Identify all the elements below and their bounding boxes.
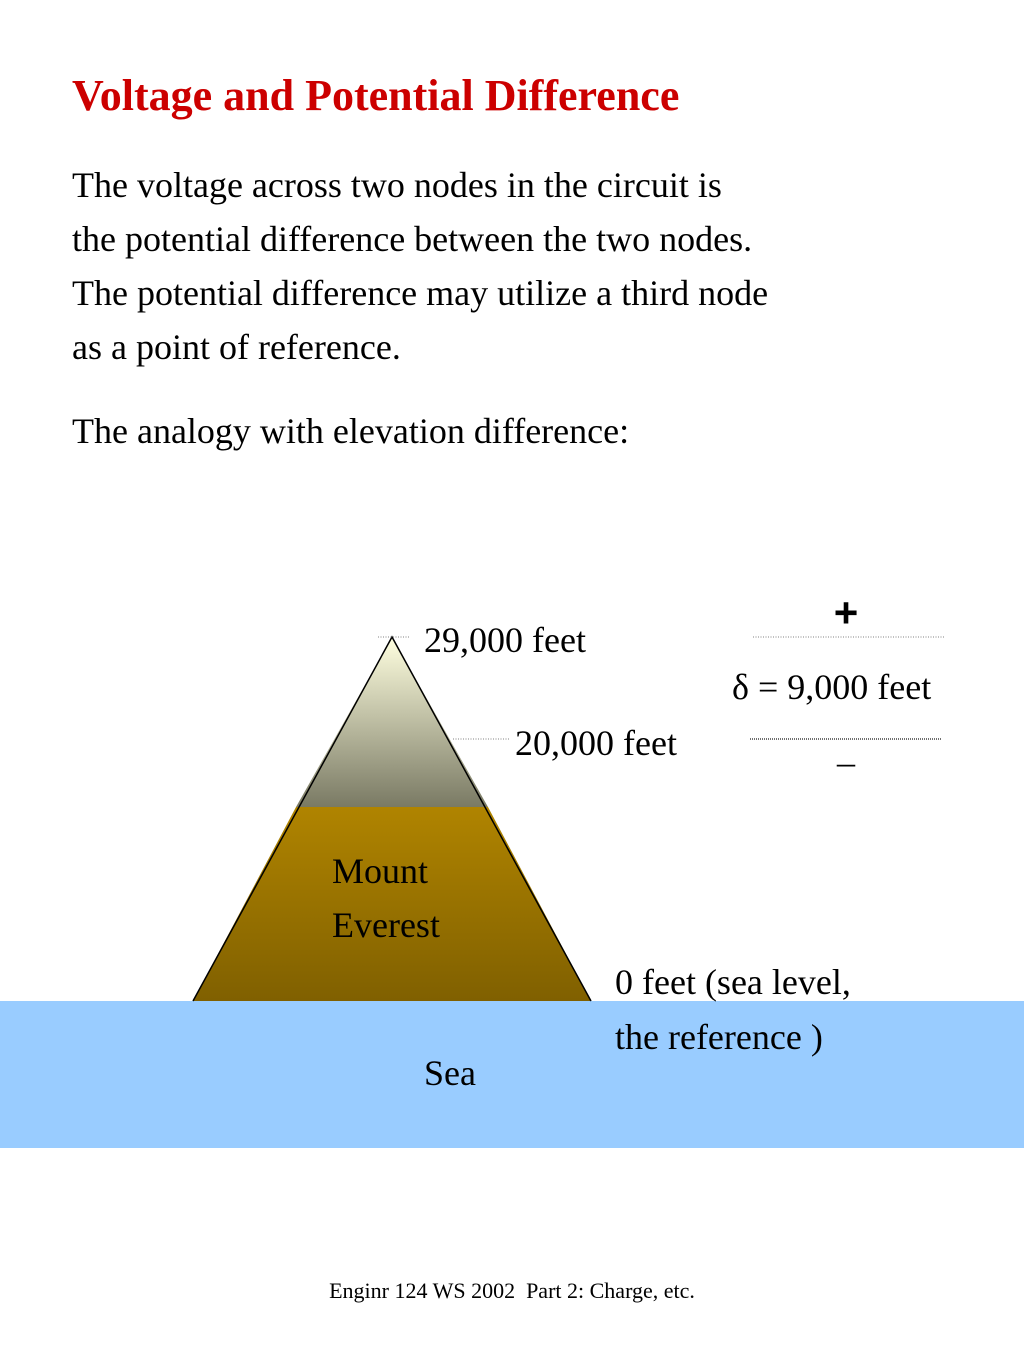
sea-label: Sea bbox=[424, 1053, 476, 1093]
mountain-name-line1: Mount bbox=[332, 851, 429, 891]
paragraph-line: The voltage across two nodes in the circuit is bbox=[72, 165, 722, 205]
intro-paragraph bbox=[72, 158, 768, 374]
paragraph-line: The potential difference may utilize a third node bbox=[72, 273, 769, 313]
peak-elevation-label: 29,000 feet bbox=[424, 620, 586, 660]
footer-text: Enginr 124 WS 2002 Part 2: Charge, etc. bbox=[329, 1278, 695, 1303]
sea-level-label-line2: the reference ) bbox=[615, 1017, 823, 1057]
mid-elevation-label: 20,000 feet bbox=[515, 723, 677, 763]
mountain-snowcap bbox=[296, 637, 488, 807]
mountain-rock bbox=[193, 807, 591, 1001]
sea-level-label-line1: 0 feet (sea level, bbox=[615, 962, 851, 1002]
paragraph-line: as a point of reference. bbox=[72, 327, 401, 367]
delta-label: δ = 9,000 feet bbox=[732, 667, 932, 707]
mountain-name-line2: Everest bbox=[332, 905, 440, 945]
analogy-paragraph: The analogy with elevation difference: bbox=[72, 411, 630, 451]
paragraph-line: the potential difference between the two nodes. bbox=[72, 219, 753, 259]
plus-sign: + bbox=[833, 589, 859, 636]
elevation-diagram bbox=[0, 560, 1024, 1180]
sea-band bbox=[0, 1001, 1024, 1148]
minus-sign: _ bbox=[837, 730, 855, 770]
page-title: Voltage and Potential Difference bbox=[72, 71, 680, 120]
